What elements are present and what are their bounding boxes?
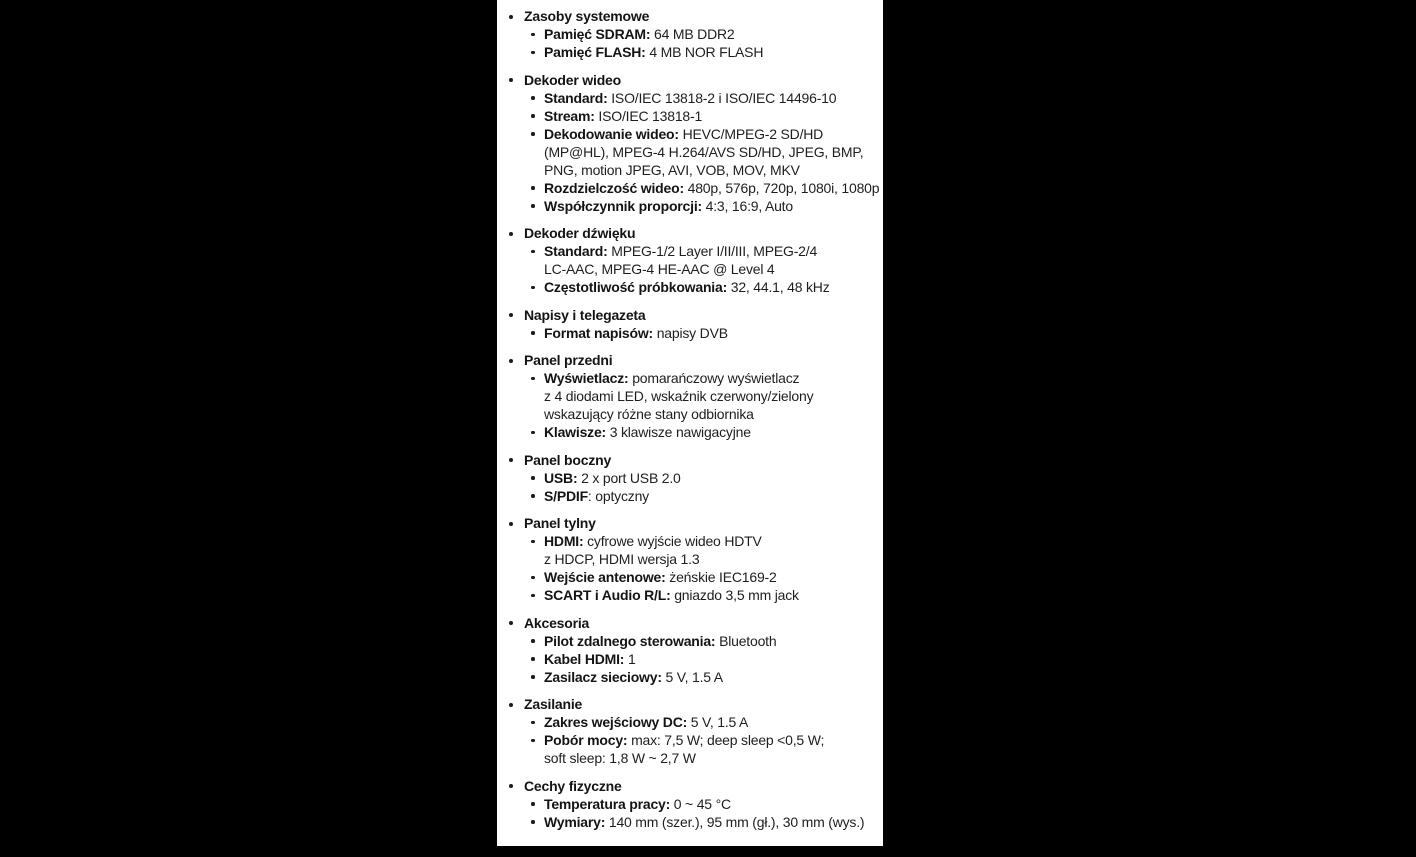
bullet-icon: [531, 286, 535, 290]
item-label: Pamięć SDRAM:: [544, 26, 651, 42]
item-value: 4:3, 16:9, Auto: [701, 197, 793, 214]
item-label: Wyświetlacz:: [544, 370, 629, 386]
section-title: Panel przedni: [524, 352, 613, 368]
spec-item-continuation: [497, 405, 883, 423]
item-value: 3 klawisze nawigacyjne: [606, 424, 751, 440]
bullet-icon: [531, 114, 535, 118]
item-value: LC-AAC, MPEG-4 HE-AAC @ Level 4: [544, 261, 775, 277]
spec-item-continuation: [497, 749, 883, 767]
spec-item: [497, 179, 883, 197]
spec-item-continuation: [497, 550, 883, 568]
item-label: Pobór mocy:: [544, 732, 628, 748]
item-value: HEVC/MPEG-2 SD/HD: [678, 125, 824, 142]
item-label: Temperatura pracy:: [544, 795, 671, 812]
item-label: USB:: [544, 469, 578, 486]
item-label: Standard:: [544, 89, 608, 106]
item-value: pomarańczowy wyświetlacz: [628, 370, 800, 386]
item-value: MPEG-1/2 Layer I/II/III, MPEG-2/4: [607, 243, 818, 259]
spec-item: [497, 532, 883, 550]
item-label: Format napisów:: [544, 324, 654, 341]
spec-section: [497, 306, 883, 342]
item-value: 64 MB DDR2: [650, 26, 735, 42]
item-value: wskazujący różne stany odbiornika: [544, 406, 754, 422]
spec-section: [497, 7, 883, 61]
item-label: Wymiary:: [544, 813, 606, 830]
item-value: PNG, motion JPEG, AVI, VOB, MOV, MKV: [544, 161, 800, 178]
bullet-icon: [531, 204, 535, 208]
bullet-icon: [509, 232, 513, 236]
spec-item: [497, 369, 883, 387]
spec-item: [497, 125, 883, 143]
item-value: gniazdo 3,5 mm jack: [670, 587, 799, 603]
section-title-line: [497, 777, 883, 795]
item-value: napisy DVB: [653, 324, 728, 341]
spec-item: [497, 568, 883, 586]
section-title-line: [497, 224, 883, 242]
item-value: żeńskie IEC169-2: [665, 569, 777, 585]
section-title-line: [497, 71, 883, 89]
bullet-icon: [509, 458, 513, 462]
section-title: Dekoder dźwięku: [524, 225, 636, 241]
spec-section: [497, 777, 883, 831]
item-label: Rozdzielczość wideo:: [544, 179, 684, 196]
bullet-icon: [509, 703, 513, 707]
bullet-icon: [509, 313, 513, 317]
spec-item: [497, 25, 883, 43]
section-title-line: [497, 451, 883, 469]
spec-item-continuation: [497, 143, 883, 161]
spec-item: [497, 650, 883, 668]
item-value: (MP@HL), MPEG-4 H.264/AVS SD/HD, JPEG, BMP,: [544, 143, 864, 160]
item-label: Dekodowanie wideo:: [544, 125, 679, 142]
section-title: Panel tylny: [524, 515, 596, 531]
section-title-line: [497, 695, 883, 713]
bullet-icon: [531, 639, 535, 643]
item-value: 140 mm (szer.), 95 mm (gł.), 30 mm (wys.): [605, 813, 865, 830]
bullet-icon: [509, 621, 513, 625]
spec-item: [497, 197, 883, 215]
bullet-icon: [531, 96, 535, 100]
item-value: ISO/IEC 13818-1: [594, 107, 703, 124]
section-title-line: [497, 514, 883, 532]
spec-item: [497, 813, 883, 831]
spec-item-continuation: [497, 161, 883, 179]
bullet-icon: [531, 250, 535, 254]
spec-item-continuation: [497, 387, 883, 405]
bullet-icon: [509, 78, 513, 82]
section-title-line: [497, 306, 883, 324]
bullet-icon: [531, 576, 535, 580]
spec-section: [497, 71, 883, 215]
spec-item: [497, 278, 883, 296]
item-value: cyfrowe wyjście wideo HDTV: [583, 533, 762, 549]
spec-list: [497, 7, 883, 831]
bullet-icon: [531, 494, 535, 498]
spec-item: [497, 713, 883, 731]
bullet-icon: [531, 51, 535, 55]
spec-item: [497, 487, 883, 505]
bullet-icon: [531, 594, 535, 598]
item-label: Częstotliwość próbkowania:: [544, 279, 728, 295]
item-label: Zasilacz sieciowy:: [544, 668, 662, 685]
item-value: 5 V, 1.5 A: [661, 668, 723, 685]
spec-section: [497, 224, 883, 296]
spec-item: [497, 632, 883, 650]
spec-section: [497, 614, 883, 686]
bullet-icon: [531, 33, 535, 37]
spec-item: [497, 107, 883, 125]
section-title-line: [497, 351, 883, 369]
section-title-line: [497, 7, 883, 25]
item-value: 5 V, 1.5 A: [687, 714, 749, 730]
spec-item: [497, 43, 883, 61]
section-title: Cechy fizyczne: [524, 777, 622, 794]
spec-section: [497, 451, 883, 505]
item-value: max: 7,5 W; deep sleep <0,5 W;: [627, 732, 825, 748]
item-label: S/PDIF: [544, 487, 588, 504]
item-label: Wejście antenowe:: [544, 569, 666, 585]
bullet-icon: [531, 331, 535, 335]
section-title: Napisy i telegazeta: [524, 306, 646, 323]
spec-item: [497, 89, 883, 107]
item-value: 4 MB NOR FLASH: [645, 44, 764, 60]
spec-item: [497, 586, 883, 604]
item-value: Bluetooth: [715, 632, 777, 649]
item-value: z 4 diodami LED, wskaźnik czerwony/zielony: [544, 388, 814, 404]
bullet-icon: [509, 522, 513, 526]
spec-section: [497, 514, 883, 604]
item-value: 0 ~ 45 °C: [670, 795, 731, 812]
item-label: Standard:: [544, 243, 608, 259]
item-value: z HDCP, HDMI wersja 1.3: [544, 551, 700, 567]
spec-item: [497, 795, 883, 813]
item-label: Stream:: [544, 107, 595, 124]
item-value: 32, 44.1, 48 kHz: [727, 279, 830, 295]
item-label: Kabel HDMI:: [544, 650, 625, 667]
item-label: SCART i Audio R/L:: [544, 587, 671, 603]
item-label: HDMI:: [544, 533, 584, 549]
item-value: 480p, 576p, 720p, 1080i, 1080p: [683, 179, 880, 196]
item-label: Pamięć FLASH:: [544, 44, 646, 60]
bullet-icon: [531, 675, 535, 679]
item-value: soft sleep: 1,8 W ~ 2,7 W: [544, 750, 696, 766]
bullet-icon: [531, 802, 535, 806]
item-value: ISO/IEC 13818-2 i ISO/IEC 14496-10: [607, 89, 837, 106]
spec-item: [497, 242, 883, 260]
item-value: 2 x port USB 2.0: [577, 469, 681, 486]
bullet-icon: [531, 476, 535, 480]
bullet-icon: [531, 377, 535, 381]
spec-item: [497, 731, 883, 749]
bullet-icon: [531, 431, 535, 435]
bullet-icon: [531, 820, 535, 824]
bullet-icon: [509, 359, 513, 363]
bullet-icon: [531, 186, 535, 190]
spec-item: [497, 324, 883, 342]
section-title: Zasilanie: [524, 696, 583, 712]
item-label: Pilot zdalnego sterowania:: [544, 632, 716, 649]
item-value: : optyczny: [587, 487, 649, 504]
spec-item: [497, 469, 883, 487]
spec-item-continuation: [497, 260, 883, 278]
bullet-icon: [531, 739, 535, 743]
section-title: Zasoby systemowe: [524, 8, 650, 24]
bullet-icon: [531, 132, 535, 136]
section-title: Panel boczny: [524, 451, 612, 468]
spec-item: [497, 423, 883, 441]
spec-panel: [497, 0, 883, 846]
spec-item: [497, 668, 883, 686]
bullet-icon: [531, 721, 535, 725]
bullet-icon: [509, 784, 513, 788]
item-label: Współczynnik proporcji:: [544, 197, 702, 214]
spec-section: [497, 695, 883, 767]
section-title: Akcesoria: [524, 614, 590, 631]
section-title-line: [497, 614, 883, 632]
section-title: Dekoder wideo: [524, 71, 621, 88]
bullet-icon: [509, 15, 513, 19]
spec-section: [497, 351, 883, 441]
bullet-icon: [531, 540, 535, 544]
bullet-icon: [531, 657, 535, 661]
item-label: Klawisze:: [544, 424, 606, 440]
item-value: 1: [624, 650, 636, 667]
item-label: Zakres wejściowy DC:: [544, 714, 688, 730]
